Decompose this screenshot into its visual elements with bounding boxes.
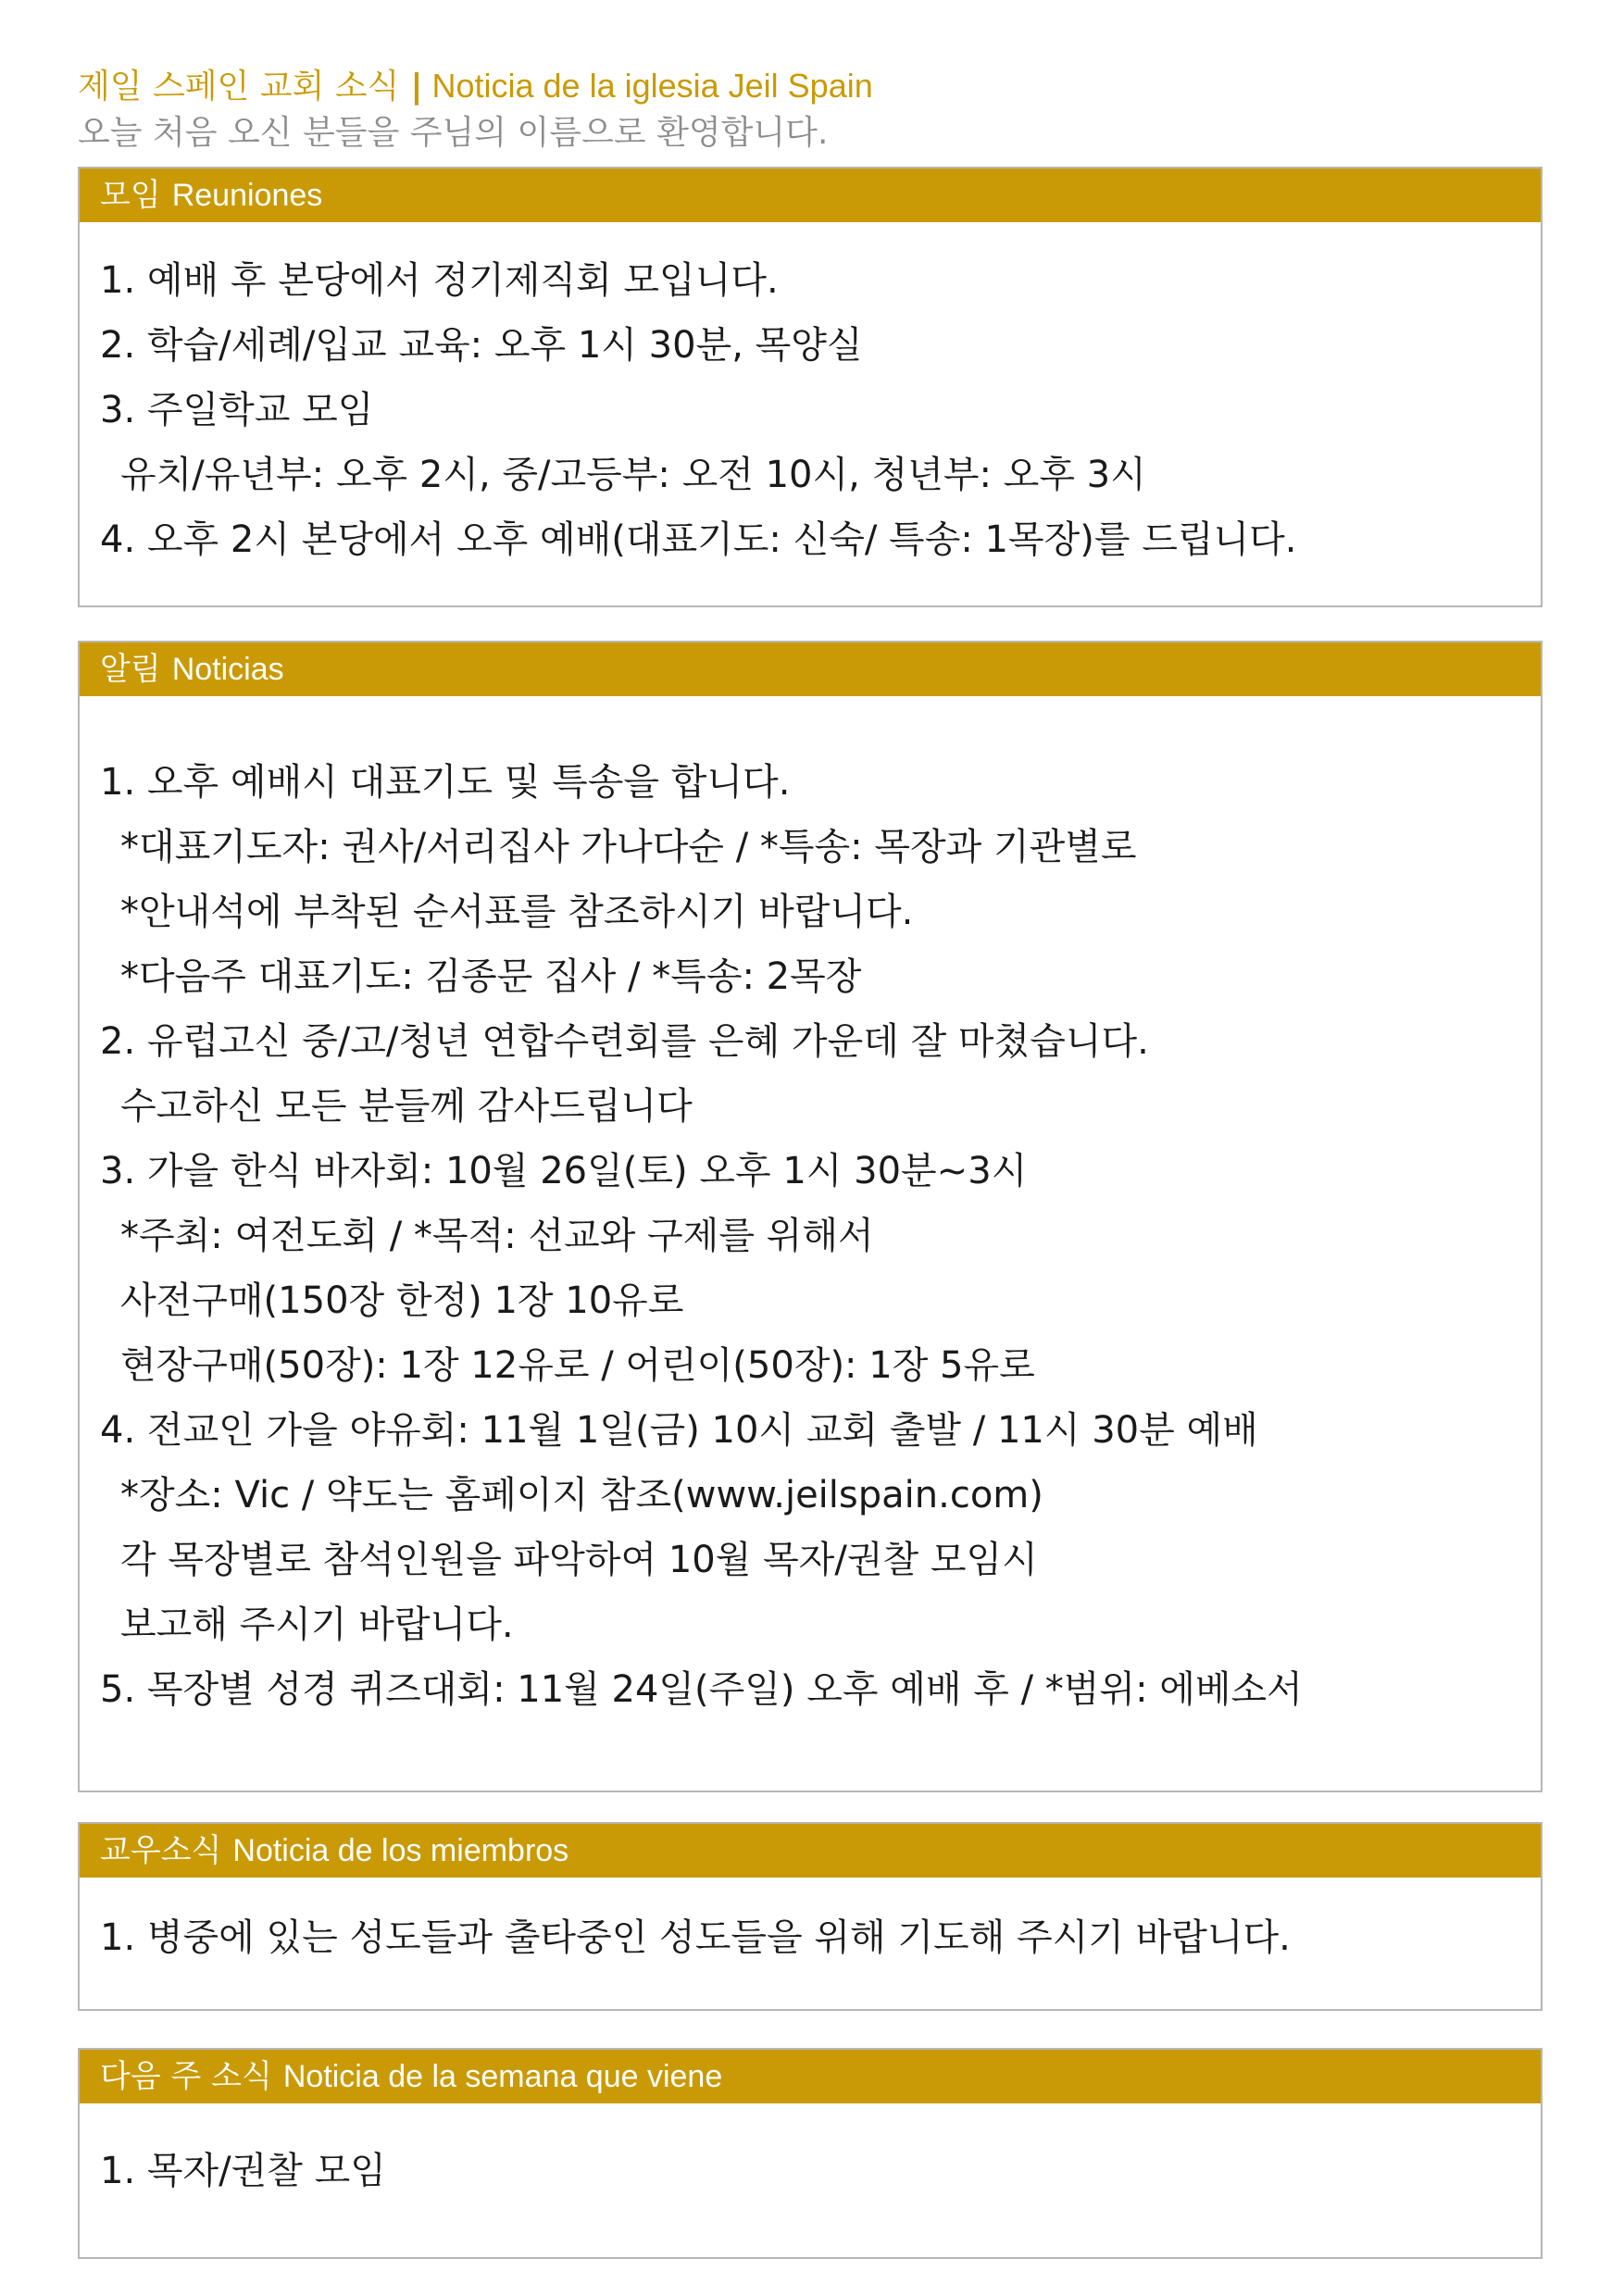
bulletin-title-spanish: Noticia de la iglesia Jeil Spain [431, 67, 873, 105]
list-item: 1. 예배 후 본당에서 정기제직회 모입니다. [100, 259, 779, 302]
section-body-member-news [80, 1878, 1541, 1970]
section-title-korean: 다음 주 소식 [100, 2058, 272, 2095]
section-header-notices [80, 643, 1541, 696]
list-item: 보고해 주시기 바랍니다. [120, 1603, 514, 1646]
list-item: 1. 병중에 있는 성도들과 출타중인 성도들을 위해 기도해 주시기 바랍니다. [100, 1916, 1291, 1959]
list-item: 수고하신 모든 분들께 감사드립니다 [120, 1085, 693, 1128]
section-meetings [78, 167, 1543, 607]
section-title-korean: 모임 [100, 177, 161, 214]
list-item: 2. 유럽고신 중/고/청년 연합수련회를 은혜 가운데 잘 마쳤습니다. [100, 1020, 1149, 1063]
section-title-korean: 알림 [100, 651, 161, 688]
section-body-notices [80, 696, 1541, 1722]
section-member-news [78, 1822, 1543, 2011]
list-item: 사전구매(150장 한정) 1장 10유로 [120, 1279, 684, 1322]
list-item: 4. 전교인 가을 야유회: 11월 1일(금) 10시 교회 출발 / 11시 30분 예배 [100, 1409, 1258, 1452]
list-item: 유치/유년부: 오후 2시, 중/고등부: 오전 10시, 청년부: 오후 3시 [120, 454, 1146, 496]
section-next-week [78, 2048, 1543, 2259]
section-title-spanish: Reuniones [171, 178, 323, 213]
list-item: 3. 가을 한식 바자회: 10월 26일(토) 오후 1시 30분~3시 [100, 1150, 1028, 1192]
list-item: *주최: 여전도회 / *목적: 선교와 구제를 위해서 [120, 1215, 874, 1257]
list-item: *안내석에 부착된 순서표를 참조하시기 바랍니다. [120, 891, 914, 933]
list-item: *장소: Vic / 약도는 홈페이지 참조(www.jeilspain.com) [120, 1474, 1043, 1516]
section-body-meetings [80, 222, 1541, 572]
section-title-spanish: Noticias [171, 652, 284, 687]
list-item: 1. 오후 예배시 대표기도 및 특송을 합니다. [100, 761, 791, 804]
section-header-meetings [80, 168, 1541, 222]
section-title-korean: 교우소식 [100, 1832, 222, 1869]
list-item: *다음주 대표기도: 김종문 집사 / *특송: 2목장 [120, 955, 862, 998]
section-notices [78, 641, 1543, 1792]
title-separator: | [410, 68, 423, 106]
welcome-message: 오늘 처음 오신 분들을 주님의 이름으로 환영합니다. [78, 114, 829, 152]
list-item: 2. 학습/세례/입교 교육: 오후 1시 30분, 목양실 [100, 324, 863, 367]
bulletin-title [78, 63, 1550, 110]
list-item: *대표기도자: 권사/서리집사 가나다순 / *특송: 목장과 기관별로 [120, 826, 1137, 868]
list-item: 3. 주일학교 모임 [100, 389, 374, 431]
section-header-next-week [80, 2050, 1541, 2103]
bulletin-title-korean: 제일 스페인 교회 소식 [78, 68, 400, 106]
section-header-member-news [80, 1824, 1541, 1878]
list-item: 1. 목자/권찰 모임 [100, 2150, 386, 2192]
bulletin-header [78, 63, 1550, 156]
section-title-spanish: Noticia de la semana que viene [282, 2059, 723, 2094]
list-item: 현장구매(50장): 1장 12유로 / 어린이(50장): 1장 5유로 [120, 1344, 1035, 1387]
list-item: 5. 목장별 성경 퀴즈대회: 11월 24일(주일) 오후 예배 후 / *범위: 에베소서 [100, 1668, 1303, 1711]
section-title-spanish: Noticia de los miembros [232, 1833, 569, 1868]
list-item: 4. 오후 2시 본당에서 오후 예배(대표기도: 신숙/ 특송: 1목장)를 드립니다. [100, 518, 1297, 561]
list-item: 각 목장별로 참석인원을 파악하여 10월 목자/권찰 모임시 [120, 1539, 1038, 1581]
section-body-next-week [80, 2103, 1541, 2203]
